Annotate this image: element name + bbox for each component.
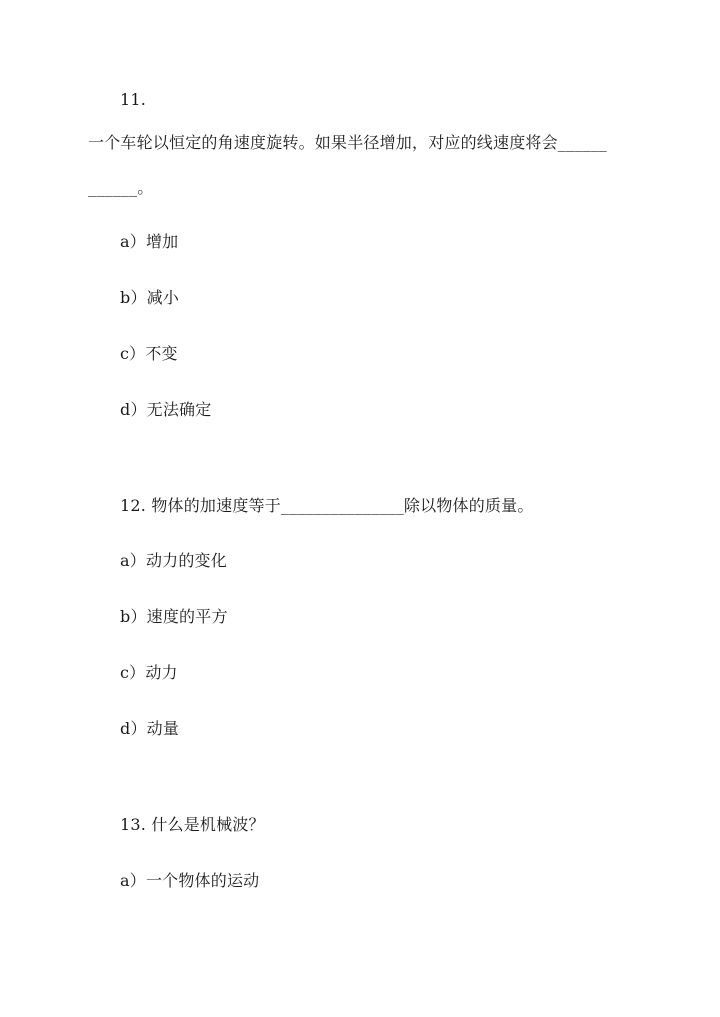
question-13-option-a: a）一个物体的运动 (120, 871, 260, 890)
question-11-stem-line1: 一个车轮以恒定的角速度旋转。如果半径增加，对应的线速度将会______ (88, 133, 608, 152)
question-11-number: 11. (120, 90, 147, 109)
question-11-option-b: b）减小 (120, 288, 180, 307)
question-12-option-b: b）速度的平方 (120, 607, 228, 626)
question-12-stem: 12. 物体的加速度等于_______________除以物体的质量。 (120, 496, 534, 515)
question-12-option-c: c）动力 (120, 663, 178, 682)
question-12-option-a: a）动力的变化 (120, 551, 227, 570)
question-12-option-d: d）动量 (120, 719, 180, 738)
question-11-option-a: a）增加 (120, 232, 179, 251)
question-13-stem: 13. 什么是机械波？ (120, 815, 265, 834)
question-11-option-c: c）不变 (120, 344, 178, 363)
question-11-option-d: d）无法确定 (120, 400, 212, 419)
question-11-stem-line2: ______。 (88, 178, 154, 197)
